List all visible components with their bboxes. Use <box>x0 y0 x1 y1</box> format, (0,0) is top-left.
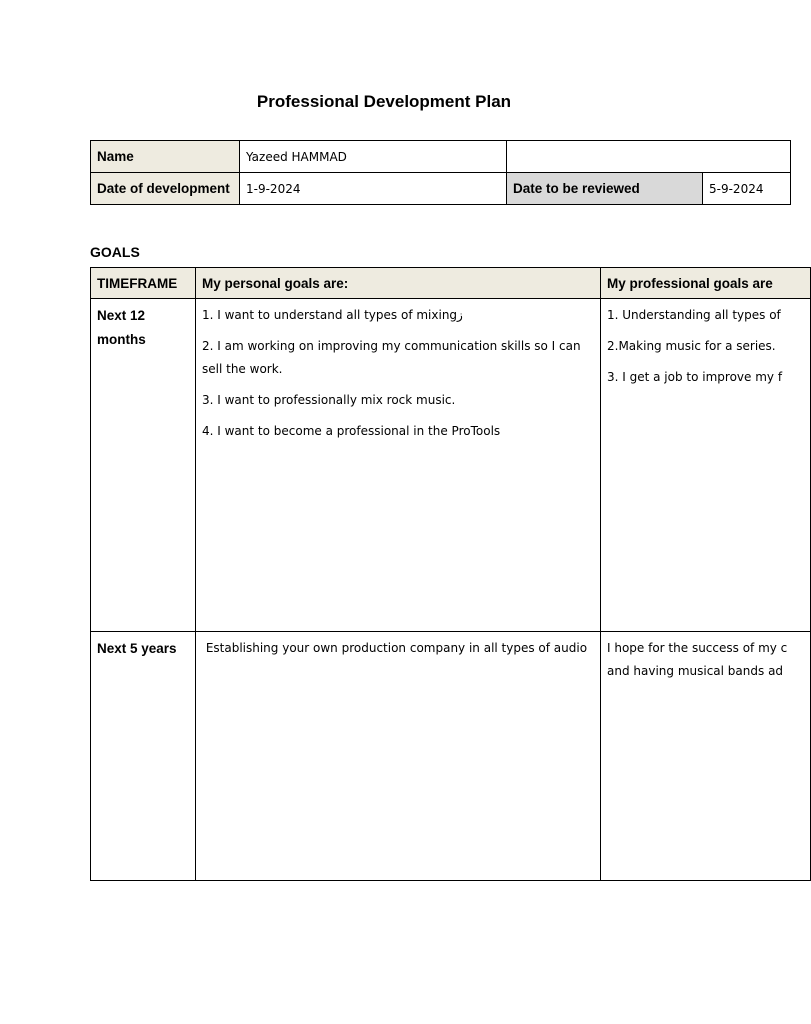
personal-goals-cell <box>196 632 601 881</box>
personal-goal-item: 3. I want to professionally mix rock music. <box>202 393 456 407</box>
timeframe-cell: Next 5 years <box>91 632 196 881</box>
date-to-be-reviewed-label: Date to be reviewed <box>507 173 703 205</box>
info-row-dates <box>91 173 791 205</box>
goals-heading: GOALS <box>90 244 140 260</box>
professional-goal-item: 2.Making music for a series. <box>607 339 776 353</box>
info-row-name <box>91 141 791 173</box>
personal-goal-item: Establishing your own production company in all types of audio <box>202 641 588 655</box>
date-of-development-label: Date of development <box>91 173 240 205</box>
personal-goals-cell <box>196 299 601 632</box>
personal-goal-item: 1. I want to understand all types of mixingز <box>202 308 463 322</box>
personal-goal-item: 4. I want to become a professional in the ProTools <box>202 424 501 438</box>
timeframe-cell: Next 12 months <box>91 299 196 632</box>
professional-goal-item: and having musical bands ad <box>607 664 784 678</box>
info-table <box>90 140 791 205</box>
goals-table <box>90 267 811 881</box>
name-extra-cell <box>507 141 791 173</box>
page-title: Professional Development Plan <box>256 92 512 111</box>
personal-goals-header: My personal goals are: <box>196 268 601 299</box>
date-to-be-reviewed-value: 5-9-2024 <box>703 173 791 205</box>
goals-header-row <box>91 268 811 299</box>
timeframe-header: TIMEFRAME <box>91 268 196 299</box>
professional-goals-header: My professional goals are <box>601 268 811 299</box>
professional-goal-item: 1. Understanding all types of <box>607 308 781 322</box>
name-label: Name <box>91 141 240 173</box>
goals-row-next-5-years <box>91 632 811 881</box>
professional-goal-item: I hope for the success of my c <box>607 641 788 655</box>
date-of-development-value: 1-9-2024 <box>240 173 507 205</box>
name-value: Yazeed HAMMAD <box>240 141 507 173</box>
professional-goals-cell <box>601 299 811 632</box>
personal-goal-item: 2. I am working on improving my communication skills so I can sell the work. <box>202 339 581 376</box>
professional-goal-item: 3. I get a job to improve my f <box>607 370 783 384</box>
professional-goals-cell <box>601 632 811 881</box>
goals-row-next-12-months <box>91 299 811 632</box>
